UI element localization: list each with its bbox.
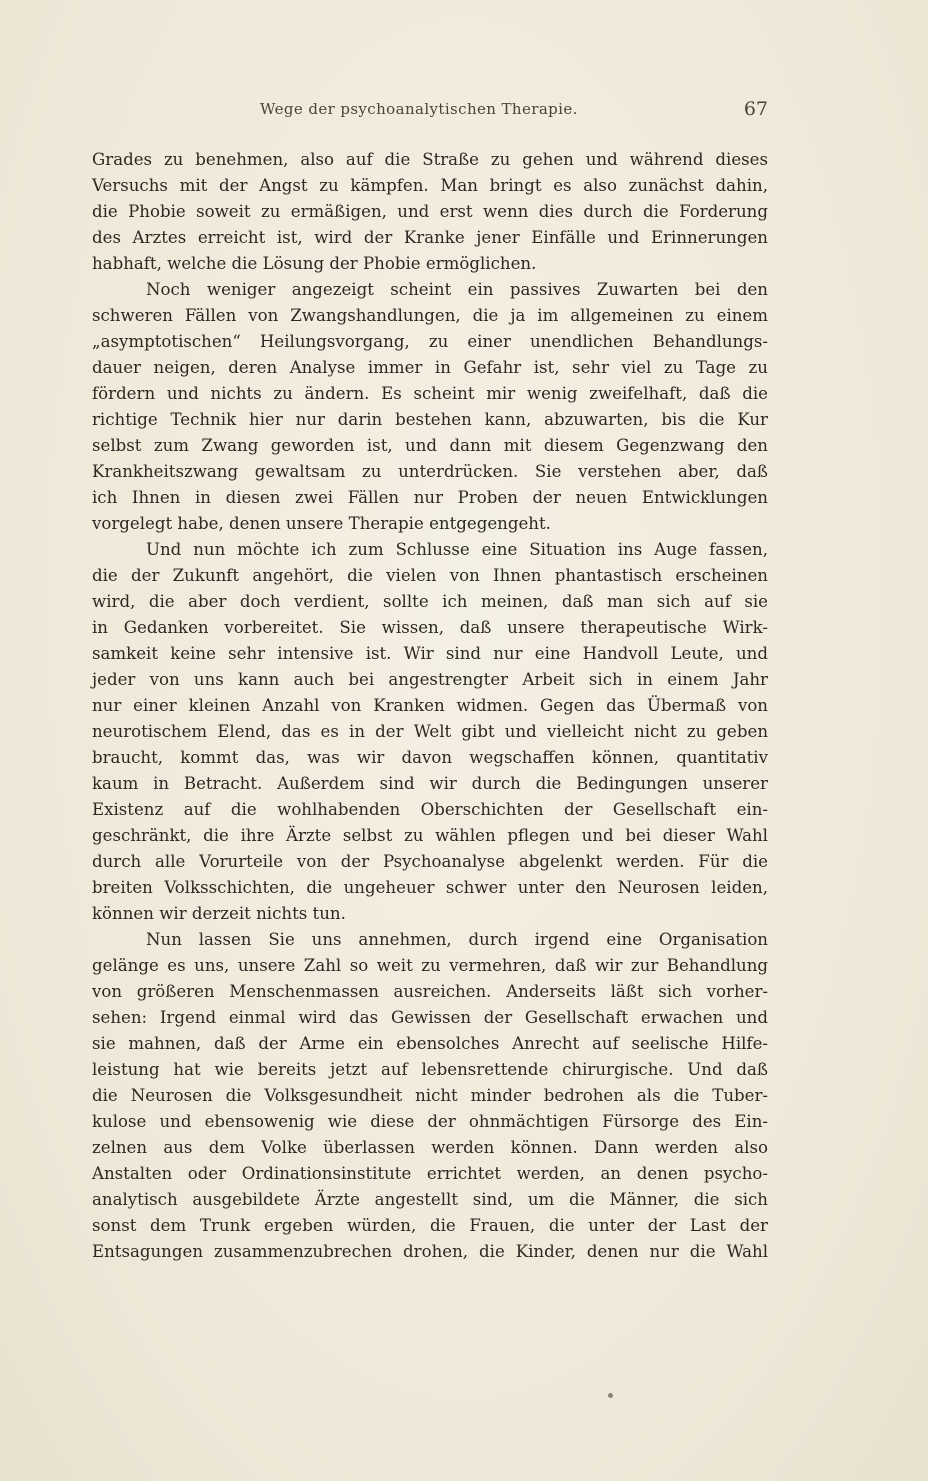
text-line: von größeren Menschenmassen ausreichen. Anderseits läßt sich vorher- [92,982,768,1001]
text-line: Und nun möchte ich zum Schlusse eine Situation ins Auge fassen, [146,540,768,559]
text-line: nur einer kleinen Anzahl von Kranken widmen. Gegen das Übermaß von [92,696,768,715]
text-line: die Phobie soweit zu ermäßigen, und erst wenn dies durch die Forderung [92,202,768,221]
text-line: selbst zum Zwang geworden ist, und dann mit diesem Gegenzwang den [92,436,768,455]
text-line: jeder von uns kann auch bei angestrengter Arbeit sich in einem Jahr [92,670,768,689]
text-line: durch alle Vorurteile von der Psychoanalyse abgelenkt werden. Für die [92,852,768,871]
text-line: gelänge es uns, unsere Zahl so weit zu vermehren, daß wir zur Behandlung [92,956,768,975]
text-line: Entsagungen zusammenzubrechen drohen, die Kinder, denen nur die Wahl [92,1242,768,1261]
text-line: „asymptotischen“ Heilungsvorgang, zu einer unendlichen Behandlungs- [92,332,768,351]
text-line: richtige Technik hier nur darin bestehen kann, abzuwarten, bis die Kur [92,410,768,429]
text-line: habhaft, welche die Lösung der Phobie ermöglichen. [92,254,537,273]
text-line: neurotischem Elend, das es in der Welt gibt und vielleicht nicht zu geben [92,722,768,741]
text-line: braucht, kommt das, was wir davon wegschaffen können, quantitativ [92,748,768,767]
text-line: sie mahnen, daß der Arme ein ebensolches Anrecht auf seelische Hilfe- [92,1034,768,1053]
text-line: Grades zu benehmen, also auf die Straße zu gehen und während dieses [92,150,768,169]
text-line: Anstalten oder Ordinationsinstitute errichtet werden, an denen psycho- [92,1164,768,1183]
text-line: zelnen aus dem Volke überlassen werden können. Dann werden also [92,1138,768,1157]
text-line: samkeit keine sehr intensive ist. Wir sind nur eine Handvoll Leute, und [92,644,768,663]
text-line: Krankheitszwang gewaltsam zu unterdrücken. Sie verstehen aber, daß [92,462,768,481]
text-line: analytisch ausgebildete Ärzte angestellt sind, um die Männer, die sich [92,1190,768,1209]
text-line: sehen: Irgend einmal wird das Gewissen der Gesellschaft erwachen und [92,1008,768,1027]
text-line: Nun lassen Sie uns annehmen, durch irgend eine Organisation [146,930,768,949]
text-line: wird, die aber doch verdient, sollte ich meinen, daß man sich auf sie [92,592,768,611]
page-number: 67 [743,98,768,120]
text-line: dauer neigen, deren Analyse immer in Gefahr ist, sehr viel zu Tage zu [92,358,768,377]
text-line: in Gedanken vorbereitet. Sie wissen, daß unsere therapeutische Wirk- [92,618,768,637]
text-line: ich Ihnen in diesen zwei Fällen nur Proben der neuen Entwicklungen [92,488,768,507]
text-line: breiten Volksschichten, die ungeheuer schwer unter den Neurosen leiden, [92,878,768,897]
text-line: Versuchs mit der Angst zu kämpfen. Man bringt es also zunächst dahin, [92,176,768,195]
text-line: die Neurosen die Volksgesundheit nicht minder bedrohen als die Tuber- [92,1086,768,1105]
text-line: vorgelegt habe, denen unsere Therapie entgegengeht. [92,514,551,533]
text-line: können wir derzeit nichts tun. [92,904,346,923]
text-line: des Arztes erreicht ist, wird der Kranke jener Einfälle und Erinnerungen [92,228,768,247]
text-line: sonst dem Trunk ergeben würden, die Frauen, die unter der Last der [92,1216,768,1235]
text-line: kaum in Betracht. Außerdem sind wir durch die Bedingungen unserer [92,774,768,793]
text-line: Existenz auf die wohlhabenden Oberschichten der Gesellschaft ein- [92,800,768,819]
running-title: Wege der psychoanalytischen Therapie. [260,100,578,118]
page-header [90,100,770,126]
text-line: die der Zukunft angehört, die vielen von Ihnen phantastisch erscheinen [92,566,768,585]
paper-speck [608,1393,613,1398]
text-line: kulose und ebensowenig wie diese der ohnmächtigen Fürsorge des Ein- [92,1112,768,1131]
text-line: schweren Fällen von Zwangshandlungen, die ja im allgemeinen zu einem [92,306,768,325]
text-line: Noch weniger angezeigt scheint ein passives Zuwarten bei den [146,280,768,299]
text-line: fördern und nichts zu ändern. Es scheint mir wenig zweifelhaft, daß die [92,384,768,403]
text-line: geschränkt, die ihre Ärzte selbst zu wählen pflegen und bei dieser Wahl [92,826,768,845]
text-line: leistung hat wie bereits jetzt auf lebensrettende chirurgische. Und daß [92,1060,768,1079]
body-text [92,147,768,1265]
